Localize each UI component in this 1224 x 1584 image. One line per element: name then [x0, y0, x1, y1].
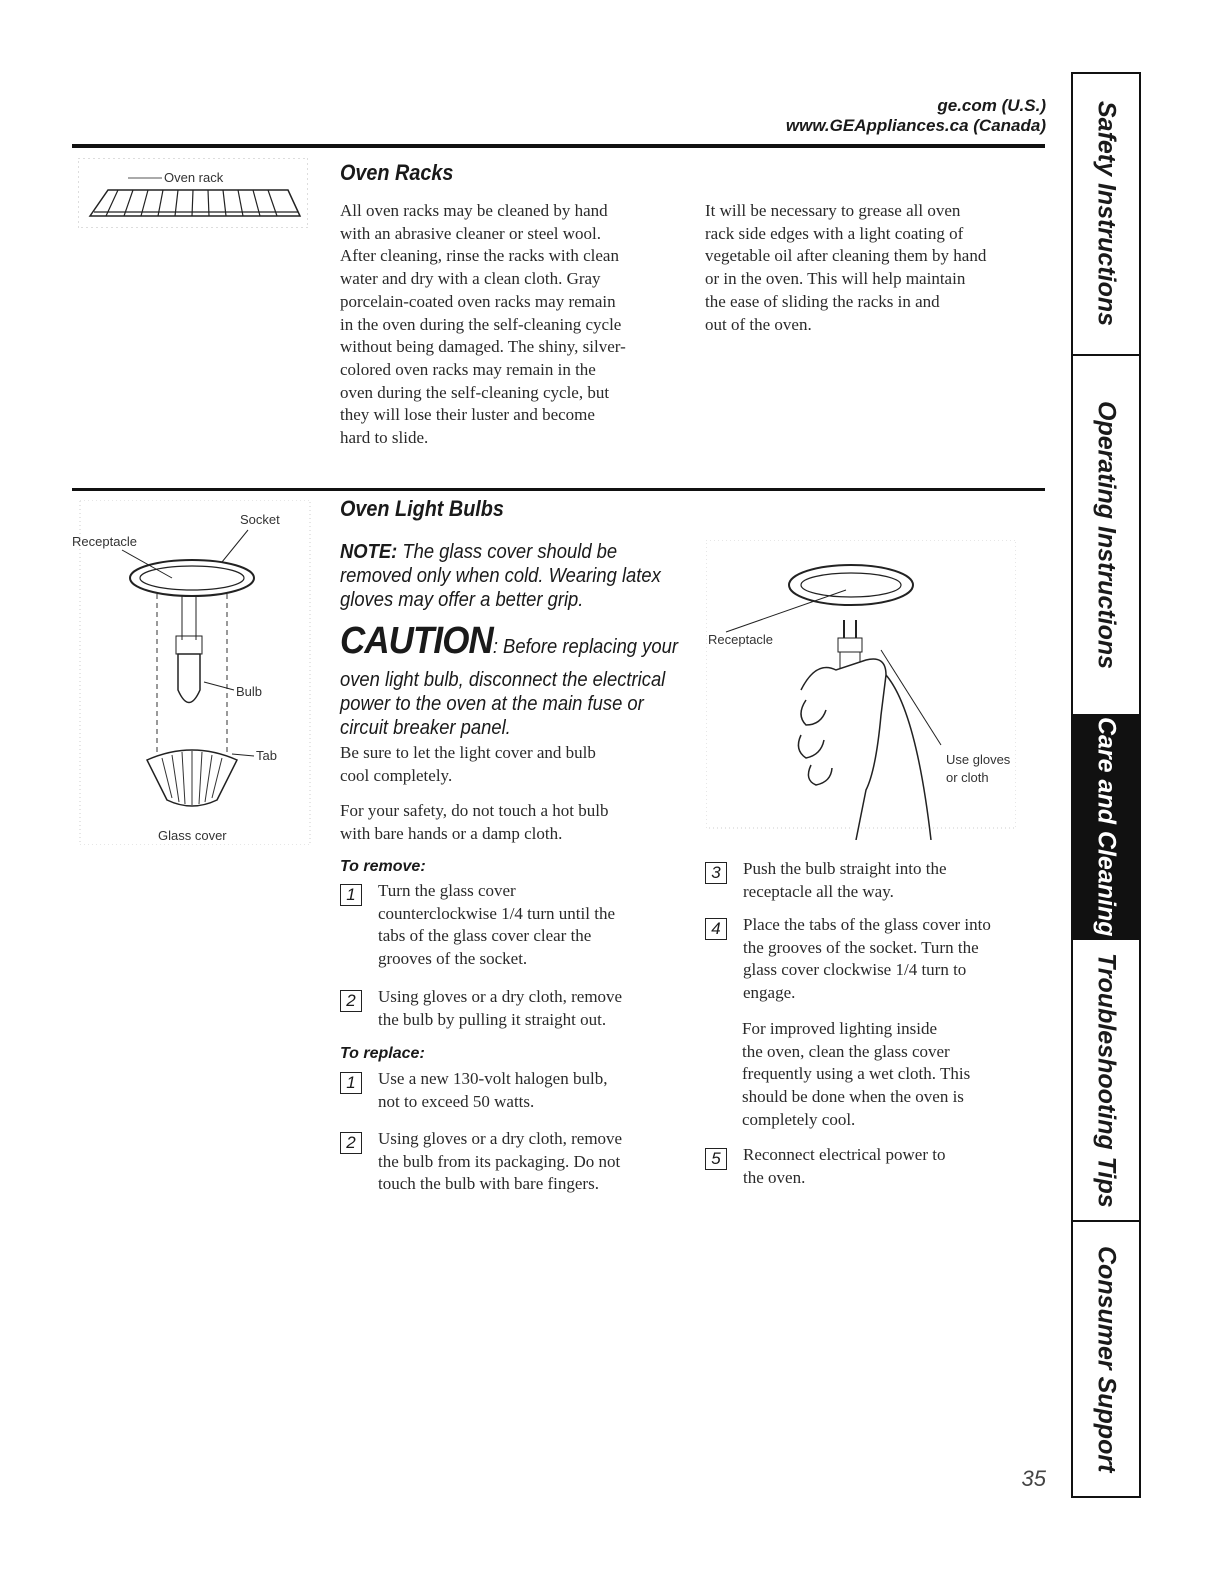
remove-step-2: 2 Using gloves or a dry cloth, remove the bulb by pulling it straight out. [340, 986, 622, 1031]
tab-care-and-cleaning[interactable]: Care and Cleaning [1073, 716, 1139, 940]
oven-rack-illustration [78, 158, 308, 228]
note-label: NOTE: [340, 541, 398, 563]
caution-block: CAUTION: Before replacing your oven light bulb, disconnect the electrical power to the oven at the main fuse or circuit breaker panel. [340, 620, 678, 739]
section-rule [72, 488, 1045, 491]
section-tabs [1071, 72, 1141, 1498]
tab-troubleshooting-tips[interactable]: Troubleshooting Tips [1073, 940, 1139, 1222]
oven-racks-col2: It will be necessary to grease all oven rack side edges with a light coating of vegetable oil after cleaning them by hand or in the oven. This will help maintain the ease of sliding the racks in and out of the oven. [705, 201, 987, 334]
site-link-us: ge.com (U.S.) [937, 96, 1046, 115]
receptacle-label: Receptacle [72, 534, 138, 549]
cool-text: Be sure to let the light cover and bulb cool completely. [340, 743, 596, 785]
step-4: 4 Place the tabs of the glass cover into the grooves of the socket. Turn the glass cover clockwise 1/4 turn to engage. [705, 914, 991, 1005]
improved-lighting-text: For improved lighting inside the oven, clean the glass cover frequently using a wet cloth. This should be done when the oven is completely cool. [742, 1019, 971, 1129]
remove-step-1: 1 Turn the glass cover counterclockwise 1/4 turn until the tabs of the glass cover clear the grooves of the socket. [340, 880, 615, 971]
to-remove-heading: To remove: [340, 858, 426, 875]
replace-step-2: 2 Using gloves or a dry cloth, remove the bulb from its packaging. Do not touch the bulb with bare fingers. [340, 1128, 622, 1196]
receptacle-label-2: Receptacle [708, 632, 774, 647]
safety-text: For your safety, do not touch a hot bulb with bare hands or a damp cloth. [340, 801, 609, 843]
bulb-assembly-illustration [72, 500, 312, 845]
socket-label: Socket [240, 512, 280, 527]
caution-word: CAUTION [340, 620, 493, 662]
site-link-canada: www.GEAppliances.ca (Canada) [785, 116, 1046, 135]
note-text: NOTE: The glass cover should be removed only when cold. Wearing latex gloves may offer a better grip. [340, 541, 661, 611]
glass-cover-label: Glass cover [158, 828, 227, 843]
tab-consumer-support[interactable]: Consumer Support [1092, 1245, 1121, 1473]
to-replace-heading: To replace: [340, 1045, 425, 1062]
oven-racks-title: Oven Racks [340, 160, 454, 185]
tab-label: Tab [256, 748, 277, 763]
oven-rack-label: Oven rack [164, 170, 224, 185]
replace-step-1: 1 Use a new 130-volt halogen bulb, not to exceed 50 watts. [340, 1068, 607, 1113]
tab-operating-instructions[interactable]: Operating Instructions [1073, 356, 1139, 716]
tab-safety-instructions[interactable]: Safety Instructions [1073, 74, 1139, 356]
or-cloth-label: or cloth [946, 770, 989, 785]
header-rule [72, 144, 1045, 148]
bulb-label: Bulb [236, 684, 263, 699]
hand-bulb-illustration [706, 540, 1016, 840]
page-number: 35 [1021, 1466, 1046, 1491]
use-gloves-label: Use gloves [946, 752, 1011, 767]
oven-light-title: Oven Light Bulbs [340, 496, 504, 521]
step-3: 3 Push the bulb straight into the receptacle all the way. [705, 858, 947, 903]
site-links [786, 96, 1046, 136]
step-5: 5 Reconnect electrical power to the oven. [705, 1144, 945, 1189]
oven-racks-col1: All oven racks may be cleaned by hand with an abrasive cleaner or steel wool. After cleaning, rinse the racks with clean water and dry with a clean cloth. Gray porcelain-coated oven racks may remain in the oven during the self-cleaning cycle without being damaged. The shiny, silver- colored oven racks may remain in the oven during the self-cleaning cycle, but they will lose their luster and become hard to slide. [340, 201, 626, 448]
